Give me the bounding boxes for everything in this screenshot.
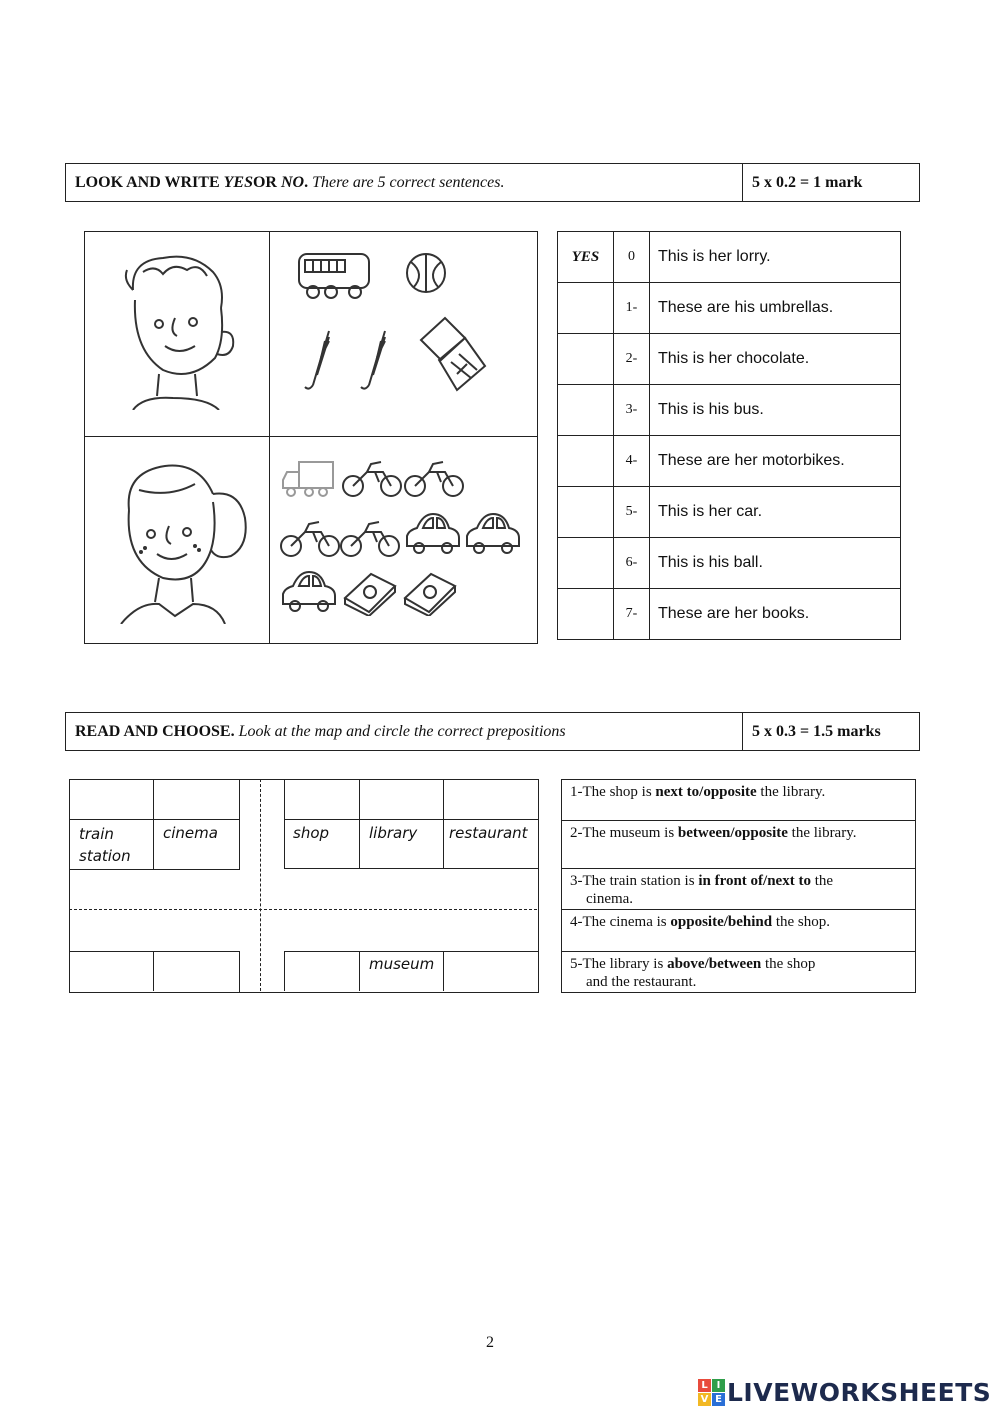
sentence: This is her lorry. (650, 232, 901, 283)
row-number: 4- (614, 436, 650, 487)
brand-letter: V (698, 1393, 711, 1406)
q-choice[interactable]: in front of/next to (698, 873, 811, 889)
q-choice[interactable]: next to/opposite (655, 784, 757, 800)
q-text: 5-The library is (570, 956, 668, 972)
motorbike-icon (279, 516, 341, 560)
q-text: 2-The museum is (570, 825, 678, 841)
q-choice[interactable]: above/between (667, 956, 762, 972)
answer-table (557, 231, 901, 640)
table-row (558, 385, 901, 436)
label-train: train (79, 825, 114, 843)
row-number: 5- (614, 487, 650, 538)
section2-instruction: Look at the map and circle the correct prepositions (234, 722, 566, 740)
title-part: LOOK AND WRITE (75, 173, 220, 191)
picture-grid (84, 231, 538, 644)
label-station: station (79, 847, 131, 865)
questions-box (561, 779, 916, 993)
title-or: OR (252, 173, 277, 191)
q-text: 4-The cinema is (570, 914, 671, 930)
question-row (562, 821, 915, 869)
map-label-train-station (79, 823, 131, 867)
section2-marks: 5 x 0.3 = 1.5 marks (742, 713, 919, 750)
map-label-restaurant: restaurant (449, 824, 528, 842)
car-icon (279, 568, 339, 616)
answer-cell[interactable] (558, 283, 614, 334)
ball-icon (403, 250, 449, 296)
question-row (562, 869, 915, 910)
row-number: 6- (614, 538, 650, 589)
answer-cell[interactable] (558, 589, 614, 640)
motorbike-icon (403, 456, 465, 500)
table-row (558, 334, 901, 385)
map-label-shop: shop (293, 824, 330, 842)
answer-cell[interactable] (558, 334, 614, 385)
row-number: 7- (614, 589, 650, 640)
sentence: These are her motorbikes. (650, 436, 901, 487)
row-number: 1- (614, 283, 650, 334)
boy-face-icon (103, 250, 243, 410)
q-text: cinema. (586, 891, 634, 907)
title-dot: . (304, 173, 309, 191)
sentence: This is her chocolate. (650, 334, 901, 385)
brand-letter: I (712, 1379, 725, 1392)
bus-icon (295, 250, 375, 302)
map-label-library: library (369, 824, 418, 842)
section1-title (66, 164, 742, 201)
q-text: the (810, 873, 834, 889)
motorbike-icon (339, 516, 401, 560)
table-row (558, 487, 901, 538)
answer-cell[interactable] (558, 487, 614, 538)
table-row (558, 436, 901, 487)
q-text: the shop (761, 956, 816, 972)
q-choice[interactable]: opposite/behind (670, 914, 773, 930)
question-row (562, 952, 915, 992)
q-choice[interactable]: between/opposite (677, 825, 788, 841)
sentence: This is his bus. (650, 385, 901, 436)
motorbike-icon (341, 456, 403, 500)
brand-mark-icon (698, 1379, 725, 1406)
table-row (558, 283, 901, 334)
title-part: READ AND CHOOSE. (75, 722, 235, 740)
umbrella-icon (303, 327, 337, 393)
car-icon (403, 510, 463, 558)
answer-cell[interactable]: YES (558, 232, 614, 283)
section1-marks: 5 x 0.2 = 1 mark (742, 164, 919, 201)
q-text: the library. (787, 825, 857, 841)
title-no: NO (280, 173, 305, 191)
car-icon (463, 510, 523, 558)
map-label-museum: museum (369, 955, 435, 973)
section2-title (66, 713, 742, 750)
table-row (558, 232, 901, 283)
row-number: 2- (614, 334, 650, 385)
table-row (558, 589, 901, 640)
title-yes: YES (223, 173, 253, 191)
answer-cell[interactable] (558, 385, 614, 436)
section2-header (65, 712, 920, 751)
book-icon (401, 568, 459, 616)
q-text: and the restaurant. (586, 974, 697, 990)
section1-instruction: There are 5 correct sentences. (312, 173, 505, 191)
q-text: 1-The shop is (570, 784, 656, 800)
question-row (562, 780, 915, 821)
map-label-cinema: cinema (163, 824, 218, 842)
question-row (562, 910, 915, 952)
q-text: the library. (756, 784, 826, 800)
row-number: 3- (614, 385, 650, 436)
answer-cell[interactable] (558, 538, 614, 589)
q-text: 3-The train station is (570, 873, 699, 889)
street-map (69, 779, 539, 993)
umbrella-icon (359, 327, 393, 393)
section1-header (65, 163, 920, 202)
girl-face-icon (99, 454, 249, 624)
brand-letter: E (712, 1393, 725, 1406)
book-icon (341, 568, 399, 616)
sentence: This is his ball. (650, 538, 901, 589)
sentence: This is her car. (650, 487, 901, 538)
lorry-icon (281, 458, 337, 500)
table-row (558, 538, 901, 589)
page-number: 2 (486, 1334, 494, 1351)
sentence: These are her books. (650, 589, 901, 640)
brand-name: LIVEWORKSHEETS (727, 1378, 992, 1407)
q-text: the shop. (772, 914, 831, 930)
chocolate-icon (415, 314, 489, 396)
brand-letter: L (698, 1379, 711, 1392)
brand-logo (698, 1378, 991, 1407)
row-number: 0 (614, 232, 650, 283)
sentence: These are his umbrellas. (650, 283, 901, 334)
answer-cell[interactable] (558, 436, 614, 487)
